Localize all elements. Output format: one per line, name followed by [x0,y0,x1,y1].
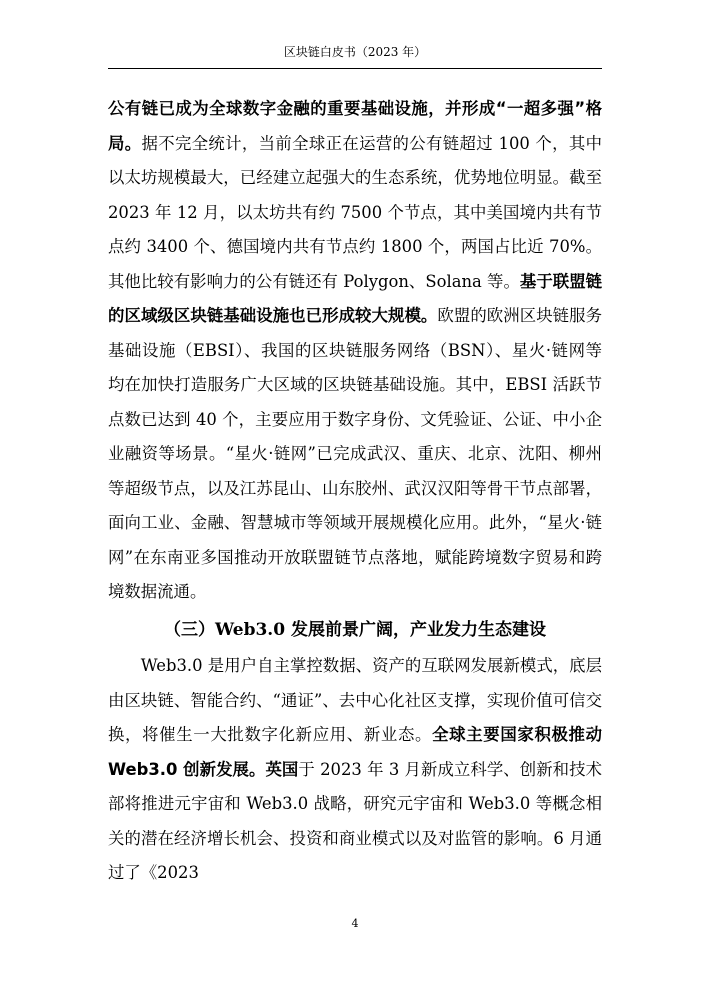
paragraph-public-chains [108,92,602,610]
document-body [108,92,602,891]
paragraph-text: 于 2023 年 3 月新成立科学、创新和技术部将推进元宇宙和 Web3.0 战略，研究元宇宙和 Web3.0 等概念相关的潜在经济增长机会、投资和商业模式以及对监管的影响。6 月通过了《2023 [108,759,602,882]
paragraph-web3 [108,649,602,891]
page-number: 4 [351,917,359,930]
bold-lead-sentence: 基于联盟链的区域级区块链基础设施也已形成较大规模。 [108,271,603,325]
bold-lead-sentence: 全球主要国家积极推动 Web3.0 创新发展。 [108,725,603,779]
header-rule [108,68,602,69]
bold-country-name: 英国 [265,759,299,779]
bold-lead-sentence: 公有链已成为全球数字金融的重要基础设施，并形成“一超多强”格局。 [108,99,602,153]
paragraph-text: 据不完全统计，当前全球正在运营的公有链超过 100 个，其中以太坊规模最大，已经建立起强大的生态系统，优势地位明显。截至 2023 年 12 月，以太坊共有约 7500 个节点，其中美国境内共有节点约 3400 个、德国境内共有节点约 1800 个，两国占比近 70%。其他比较有影响力的公有链还有 Polygon、Solana 等。 [108,133,602,291]
section-heading: （三）Web3.0 发展前景广阔，产业发力生态建设 [164,619,546,640]
paragraph-text: 欧盟的欧洲区块链服务基础设施（EBSI）、我国的区块链服务网络（BSN）、星火·链网等均在加快打造服务广大区域的区块链基础设施。其中，EBSI 活跃节点数已达到 40 个，主要应用于数字身份、文凭验证、公证、中小企业融资等场景。“星火·链网”已完成武汉、重庆、北京、沈阳、柳州等超级节点，以及江苏昆山、山东胶州、武汉汉阳等骨干节点部署，面向工业、金融、智慧城市等领域开展规模化应用。此外，“星火·链网”在东南亚多国推动开放联盟链节点落地，赋能跨境数字贸易和跨境数据流通。 [108,306,603,601]
running-header-title: 区块链白皮书（2023 年） [283,45,427,59]
paragraph-text: Web3.0 是用户自主掌控数据、资产的互联网发展新模式，底层由区块链、智能合约、“通证”、去中心化社区支撑，实现价值可信交换，将催生一大批数字化新应用、新业态。 [108,656,602,744]
